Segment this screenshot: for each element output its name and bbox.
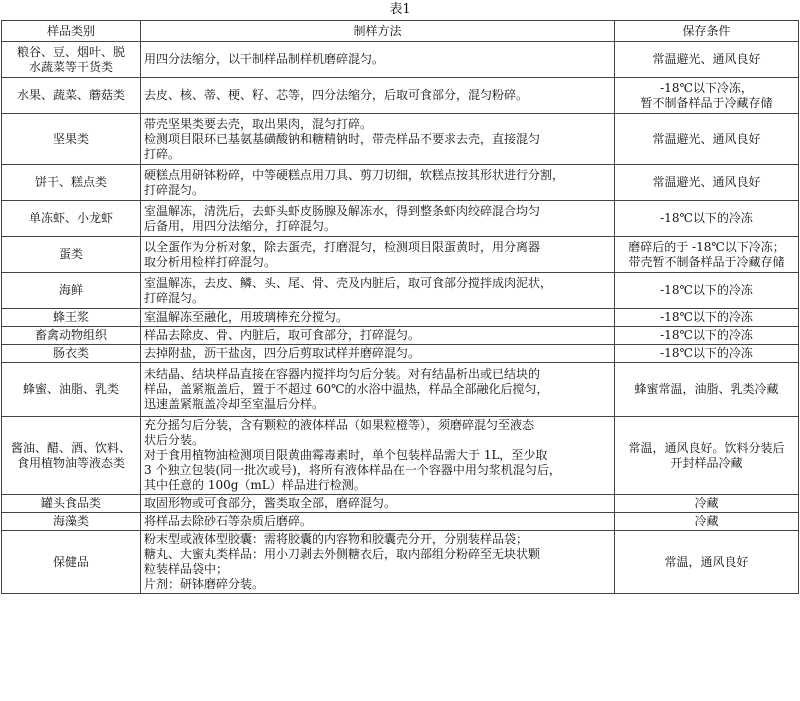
header-condition: 保存条件 <box>615 21 799 42</box>
method-cell-line: 粉末型或液体型胶囊：需将胶囊的内容物和胶囊壳分开，分别装样品袋； <box>144 532 529 546</box>
method-cell-line: 取固形物或可食部分，酱类取全部，磨碎混匀。 <box>144 496 397 510</box>
condition-cell <box>615 495 799 513</box>
table-row <box>2 165 799 201</box>
header-category: 样品类别 <box>2 21 141 42</box>
table-row <box>2 309 799 327</box>
method-cell <box>141 531 615 594</box>
category-cell <box>2 237 141 273</box>
category-cell <box>2 42 141 78</box>
condition-cell-line: 磨碎后的于 -18℃以下冷冻； <box>628 239 785 254</box>
category-cell-line: 海藻类 <box>52 514 89 528</box>
category-cell-line: 海鲜 <box>58 283 83 297</box>
category-cell <box>2 327 141 345</box>
method-cell <box>141 114 615 165</box>
condition-cell-line: -18℃以下的冷冻 <box>660 310 753 324</box>
table-row <box>2 495 799 513</box>
sample-preparation-table <box>1 20 799 594</box>
condition-cell <box>615 417 799 495</box>
condition-cell-line: 蜂蜜常温，油脂、乳类冷藏 <box>634 382 779 396</box>
condition-cell-line: 冷藏 <box>694 514 719 528</box>
method-cell <box>141 165 615 201</box>
method-cell-line: 样品去除皮、骨、内脏后，取可食部分，打碎混匀。 <box>144 328 421 342</box>
header-method: 制样方法 <box>141 21 615 42</box>
table-row <box>2 531 799 594</box>
table-row <box>2 417 799 495</box>
category-cell <box>2 78 141 114</box>
category-cell-line: 罐头食品类 <box>40 496 101 510</box>
condition-cell <box>615 165 799 201</box>
category-cell <box>2 201 141 237</box>
method-cell-line: 对于食用植物油检测项目限黄曲霉毒素时，单个包装样品需大于 1L，至少取 <box>144 448 548 462</box>
method-cell-line: 取分析用检样打碎混匀。 <box>144 254 277 269</box>
condition-cell-line: 常温，通风良好。饮料分装后 <box>628 440 785 455</box>
category-cell <box>2 273 141 309</box>
condition-cell <box>615 273 799 309</box>
condition-cell-line: -18℃以下的冷冻 <box>660 211 753 225</box>
condition-cell-line: -18℃以下的冷冻 <box>660 328 753 342</box>
category-cell-line: 蜂蜜、油脂、乳类 <box>22 382 119 396</box>
category-cell <box>2 114 141 165</box>
method-cell-line: 粒装样品袋中； <box>144 562 229 576</box>
method-cell-line: 将样品去除砂石等杂质后磨碎。 <box>144 514 313 528</box>
category-cell-line: 饼干、糕点类 <box>34 175 107 189</box>
category-cell-line: 畜禽动物组织 <box>34 328 107 342</box>
method-cell-line: 以全蛋作为分析对象，除去蛋壳，打磨混匀，检测项目限蛋黄时，用分离器 <box>144 239 541 254</box>
method-cell-line: 样品，盖紧瓶盖后，置于不超过 60℃的水浴中温热，样品全部融化后搅匀， <box>144 382 549 396</box>
method-cell <box>141 417 615 495</box>
category-cell-line: 粮谷、豆、烟叶、脱 <box>16 44 125 59</box>
category-cell-line: 食用植物油等液态类 <box>16 455 125 470</box>
table-row <box>2 201 799 237</box>
condition-cell-line: 常温避光、通风良好 <box>652 175 761 189</box>
condition-cell-line: -18℃以下的冷冻 <box>660 283 753 297</box>
method-cell <box>141 309 615 327</box>
table-row <box>2 513 799 531</box>
category-cell-line: 蛋类 <box>58 247 83 261</box>
method-cell <box>141 345 615 363</box>
method-cell-line: 打碎混匀。 <box>144 290 205 305</box>
condition-cell <box>615 201 799 237</box>
table-row <box>2 42 799 78</box>
condition-cell-line: -18℃以下冷冻， <box>660 80 753 95</box>
category-cell-line: 水蔬菜等干货类 <box>28 59 113 74</box>
category-cell <box>2 309 141 327</box>
method-cell-line: 去皮、核、蒂、梗、籽、芯等，四分法缩分，后取可食部分，混匀粉碎。 <box>144 88 529 102</box>
condition-cell <box>615 237 799 273</box>
condition-cell-line: 暂不制备样品于冷藏存储 <box>640 95 773 110</box>
table-header-row <box>2 21 799 42</box>
condition-cell <box>615 78 799 114</box>
table-row <box>2 327 799 345</box>
condition-cell-line: 开封样品冷藏 <box>670 455 743 470</box>
category-cell-line: 坚果类 <box>52 131 89 146</box>
condition-cell <box>615 363 799 417</box>
condition-cell-line: 带壳暂不制备样品于冷藏存储 <box>628 254 785 269</box>
method-cell <box>141 495 615 513</box>
condition-cell <box>615 309 799 327</box>
condition-cell-line: -18℃以下的冷冻 <box>660 346 753 360</box>
table-row <box>2 237 799 273</box>
category-cell-line: 酱油、醋、酒、饮料、 <box>10 440 131 455</box>
method-cell <box>141 273 615 309</box>
method-cell <box>141 513 615 531</box>
method-cell-line: 迅速盖紧瓶盖冷却至室温后分样。 <box>144 397 325 411</box>
category-cell <box>2 345 141 363</box>
condition-cell <box>615 531 799 594</box>
method-cell-line: 打碎混匀。 <box>144 182 205 197</box>
method-cell <box>141 78 615 114</box>
table-row <box>2 273 799 309</box>
category-cell <box>2 513 141 531</box>
table-body <box>2 42 799 594</box>
category-cell-line: 单冻虾、小龙虾 <box>28 211 113 225</box>
category-cell-line: 蜂王浆 <box>52 310 89 324</box>
method-cell-line: 充分摇匀后分装，含有颗粒的液体样品（如果粒橙等），须磨碎混匀至液态 <box>144 418 535 432</box>
category-cell-line: 保健品 <box>52 554 89 569</box>
condition-cell-line: 冷藏 <box>694 496 719 510</box>
method-cell-line: 用四分法缩分，以干制样品制样机磨碎混匀。 <box>144 52 385 66</box>
table-row <box>2 78 799 114</box>
condition-cell <box>615 345 799 363</box>
table-row <box>2 363 799 417</box>
method-cell-line: 3 个独立包装(同一批次或号)，将所有液体样品在一个容器中用匀浆机混匀后， <box>144 463 561 477</box>
method-cell <box>141 327 615 345</box>
category-cell <box>2 417 141 495</box>
method-cell-line: 未结晶、结块样品直接在容器内搅拌均匀后分装。对有结晶析出或已结块的 <box>144 367 541 381</box>
method-cell-line: 后备用，用四分法缩分，打碎混匀。 <box>144 218 337 233</box>
method-cell <box>141 363 615 417</box>
condition-cell-line: 常温，通风良好 <box>664 554 749 569</box>
condition-cell-line: 常温避光、通风良好 <box>652 131 761 146</box>
category-cell <box>2 495 141 513</box>
method-cell-line: 去掉附盐，沥干盐卤，四分后剪取试样并磨碎混匀。 <box>144 346 421 360</box>
condition-cell-line: 常温避光、通风良好 <box>652 52 761 66</box>
method-cell <box>141 42 615 78</box>
category-cell-line: 肠衣类 <box>52 346 89 360</box>
method-cell-line: 打碎。 <box>144 146 181 161</box>
table-title: 表1 <box>389 2 411 17</box>
category-cell <box>2 531 141 594</box>
method-cell <box>141 201 615 237</box>
category-cell <box>2 165 141 201</box>
table-row <box>2 114 799 165</box>
condition-cell <box>615 513 799 531</box>
category-cell-line: 水果、蔬菜、蘑菇类 <box>16 88 125 102</box>
condition-cell <box>615 327 799 345</box>
method-cell-line: 状后分装。 <box>144 433 205 447</box>
condition-cell <box>615 114 799 165</box>
table-row <box>2 345 799 363</box>
category-cell <box>2 363 141 417</box>
method-cell-line: 硬糕点用研钵粉碎，中等硬糕点用刀具、剪刀切细，软糕点按其形状进行分割， <box>144 167 565 182</box>
method-cell-line: 片剂：研钵磨碎分装。 <box>144 577 265 591</box>
method-cell-line: 其中任意的 100g（mL）样品进行检测。 <box>144 478 366 492</box>
method-cell-line: 室温解冻，清洗后，去虾头虾皮肠腺及解冻水，得到整条虾肉绞碎混合均匀 <box>144 203 541 218</box>
method-cell-line: 检测项目限环已基氨基磺酸钠和糖精钠时，带壳样品不要求去壳，直接混匀 <box>144 131 541 146</box>
method-cell-line: 室温解冻，去皮、鳞、头、尾、骨、壳及内脏后，取可食部分搅拌成肉泥状， <box>144 275 553 290</box>
method-cell-line: 带壳坚果类要去壳，取出果肉，混匀打碎。 <box>144 116 373 131</box>
method-cell-line: 糖丸、大蜜丸类样品：用小刀剥去外侧糖衣后，取内部组分粉碎至无块状颗 <box>144 547 541 561</box>
method-cell <box>141 237 615 273</box>
condition-cell <box>615 42 799 78</box>
method-cell-line: 室温解冻至融化，用玻璃棒充分搅匀。 <box>144 310 349 324</box>
